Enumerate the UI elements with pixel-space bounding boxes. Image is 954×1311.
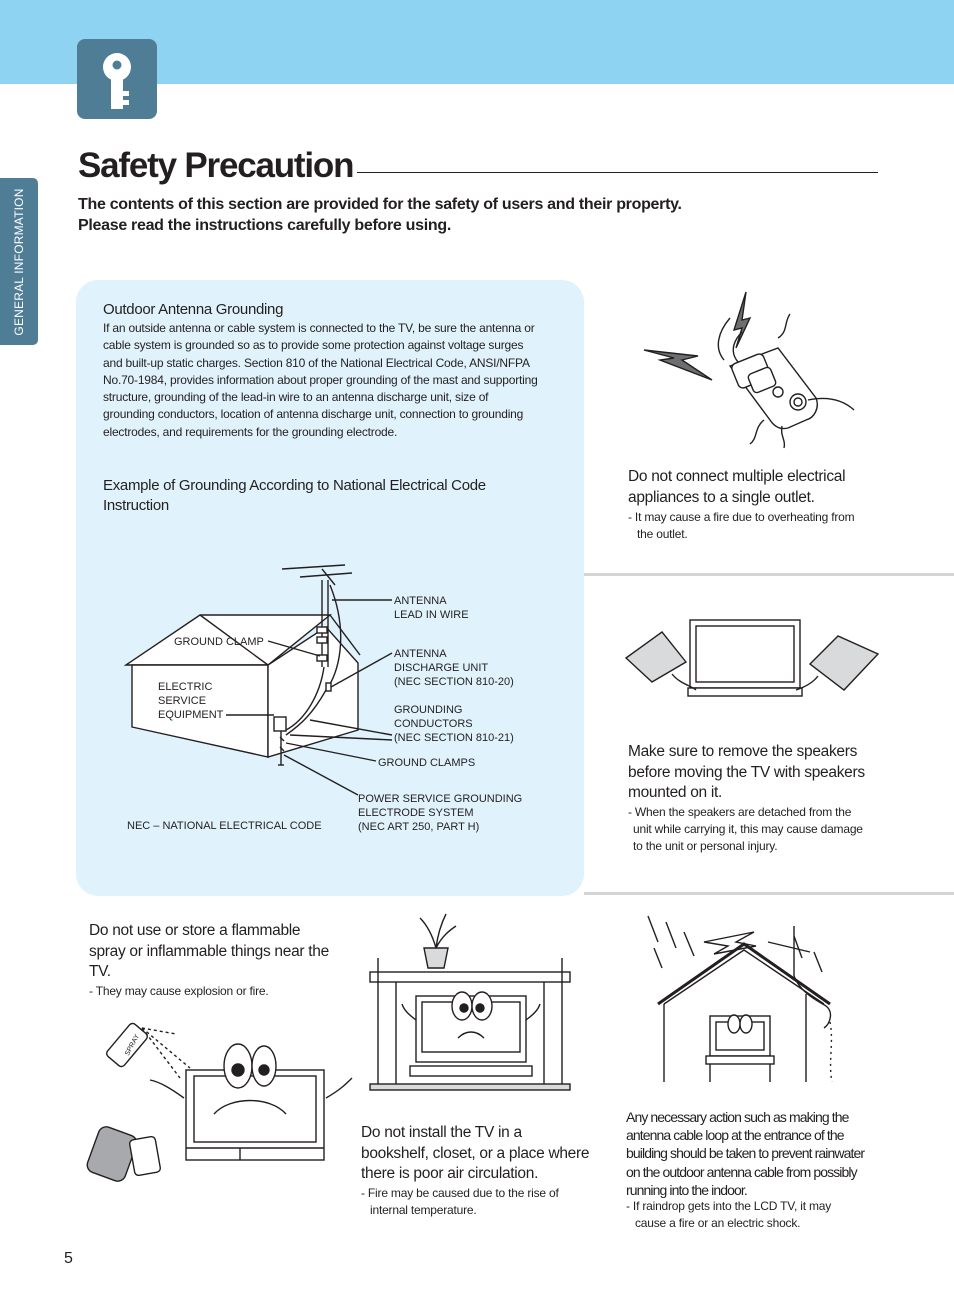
label-grounding-conductors-3: (NEC SECTION 810-21) — [394, 732, 514, 744]
label-power-service-2: ELECTRODE SYSTEM — [358, 807, 474, 819]
divider-2 — [584, 892, 954, 895]
divider-1 — [584, 573, 954, 576]
bookshelf-heading: Do not install the TV in a bookshelf, closet, or a place where there is poor air circulation. — [361, 1124, 590, 1182]
key-icon-box — [77, 39, 157, 119]
flammable-illustration — [80, 1018, 360, 1198]
label-discharge-unit-2: DISCHARGE UNIT — [394, 662, 489, 674]
flammable-note: - They may cause explosion or fire. — [89, 984, 269, 998]
label-grounding-conductors-1: GROUNDING — [394, 704, 463, 716]
label-power-service-3: (NEC ART 250, PART H) — [358, 821, 480, 833]
bookshelf-illustration — [366, 910, 576, 1090]
key-icon — [77, 39, 157, 119]
label-discharge-unit-1: ANTENNA — [394, 648, 447, 660]
grounding-heading: Outdoor Antenna Grounding — [103, 301, 284, 318]
label-grounding-conductors-2: CONDUCTORS — [394, 718, 473, 730]
label-power-service-1: POWER SERVICE GROUNDING — [358, 793, 523, 805]
label-electric-service-1: ELECTRIC — [158, 681, 213, 693]
side-tab — [0, 178, 38, 345]
example-heading: Example of Grounding According to National Electrical Code Instruction — [103, 477, 486, 514]
antenna-loop-heading: Any necessary action such as making the antenna cable loop at the entrance of the building should be taken to prevent rainwater on the outdoor antenna cable from possibly running into the indoor. — [626, 1109, 865, 1198]
antenna-loop-note: - If raindrop gets into the LCD TV, it may cause a fire or an electric shock. — [626, 1199, 832, 1230]
side-tab-label: GENERAL INFORMATION — [12, 188, 26, 336]
label-antenna-lead-2: LEAD IN WIRE — [394, 609, 469, 621]
label-electric-service-2: SERVICE — [158, 695, 207, 707]
page-number: 5 — [64, 1250, 73, 1267]
grounding-body: If an outside antenna or cable system is connected to the TV, be sure the antenna or cable system is grounded so as to provide some protection against voltage surges and built-up static charges. Section 810 of the National Electrical Code, ANSI/NFPA No.70-1984, provides information about proper grounding of the mast and supporting structure, grounding of the lead-in wire to an antenna discharge unit, size of grounding conductors, location of antenna discharge unit, connection to grounding electrodes, and requirements for the grounding electrode. — [103, 321, 538, 439]
label-electric-service-3: EQUIPMENT — [158, 709, 224, 721]
label-discharge-unit-3: (NEC SECTION 810-20) — [394, 676, 514, 688]
outlet-illustration — [638, 288, 868, 448]
page-title: Safety Precaution — [78, 146, 354, 185]
title-rule — [357, 172, 878, 173]
flammable-heading: Do not use or store a flammable spray or inflammable things near the TV. — [89, 922, 329, 980]
outlet-note: - It may cause a fire due to overheating from the outlet. — [628, 510, 855, 541]
label-ground-clamp: GROUND CLAMP — [174, 636, 264, 648]
tv-speakers-illustration — [622, 618, 882, 708]
outlet-heading: Do not connect multiple electrical appliances to a single outlet. — [628, 468, 846, 506]
speakers-note: - When the speakers are detached from the unit while carrying it, this may cause damage to the unit or personal injury. — [628, 805, 863, 853]
spray-can-label: SPRAY — [124, 1033, 142, 1058]
intro-text: The contents of this section are provided for the safety of users and their property. Please read the instructions carefully before using. — [78, 196, 682, 234]
label-ground-clamps: GROUND CLAMPS — [378, 757, 476, 769]
grounding-diagram — [100, 555, 580, 855]
bookshelf-note: - Fire may be caused due to the rise of internal temperature. — [361, 1186, 559, 1217]
label-antenna-lead-1: ANTENNA — [394, 595, 447, 607]
speakers-heading: Make sure to remove the speakers before moving the TV with speakers mounted on it. — [628, 743, 865, 801]
label-nec: NEC – NATIONAL ELECTRICAL CODE — [127, 820, 322, 832]
antenna-loop-illustration — [644, 912, 854, 1087]
